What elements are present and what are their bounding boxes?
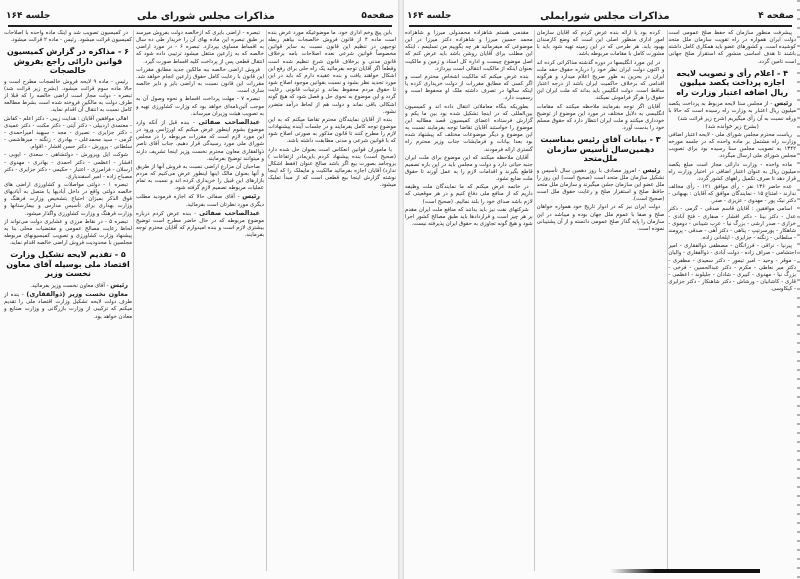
body-paragraph: شرکتهای نفت نیز باید بدانند که منافع ملت ایران مقدم بر هر چیز است و قراردادها باید طبق مصالح کشور اجرا شود و هیچ گونه تجاوزی به حقوق ایران پذیرفته نیست. bbox=[404, 206, 533, 228]
body-paragraph: پیرنیا - نراقی - فرزانگان - مصطفی ذوالفقاری - امیر احتشامی - صراف زاده - دولت آبادی - ذوالفقاری - والیان - موقر - وحید - امیر تیمور - دکتر سعیدی - مظفری - دکتر میر نعاطی - مکرم - دکتر عبدالحسین - فرخی - بزرگ نیا - مهدوی - کبیری - شادان - جلیلوند - اعظمی - قاری - کاشانیان - ورشاش - دکتر شاهنکار - دکتر جزایری - کیکاوسی. bbox=[668, 243, 796, 293]
speaker-paragraph bbox=[136, 193, 264, 208]
session-label: جلسه ۱۶۴ bbox=[6, 11, 51, 21]
body-paragraph: تبصره ۱ - دولتی مواصلات و کشاورزی اراضی های خالصه دولتی واقع در داخل آبادیها یا متصل به آبادیهای فوق الذکر بمیزان احتیاج بتشخیص وزارت فرهنگ و وزارت بهداری برای تأسیس مدارس و بیمارستانها و وزارت فرهنگ و وزارت کشاورزی واگذار میشود. bbox=[4, 182, 132, 217]
page-title: مذاکرات مجلس شورایملی bbox=[540, 10, 670, 22]
page-title: مذاکرات مجلس شورای ملی bbox=[136, 10, 275, 22]
text-column bbox=[268, 30, 396, 575]
section-heading: ۵ - تقدیم لایحه تشکیل وزارت اقتصاد ملی بوسیله آقای معاون نخست وزیر bbox=[6, 250, 130, 279]
left-page-columns bbox=[4, 30, 396, 575]
text-column bbox=[537, 30, 665, 575]
column-divider bbox=[534, 30, 535, 571]
text-column bbox=[668, 30, 796, 575]
speaker-paragraph bbox=[4, 282, 132, 290]
speaker-paragraph bbox=[4, 291, 132, 321]
speech-text: - امروز مصادف با روز دهمین سال تأسیس و تشکیل سازمان ملل متحد است (صحیح است) این روز را ملل عضو این سازمان جشن میگیرند و سازمان ملل متحد حافظ صلح و استقرار صلح و رعایت حقوق ملل است (صحیح است). bbox=[536, 167, 665, 203]
body-paragraph: ریاست محترم مجلس شورای ملی - لایحه اعتبار اضافی وزارت راه مشتمل بر ماده واحده که در جلسه مورخه ۱۳۴۲ به تصویب مجلس سنا رسیده بود برای تصویب مجلس شورای ملی ارسال میگردد. bbox=[668, 131, 796, 160]
speech-text: - بنده از طرف دولت لایحه تشکیل وزارت اقتصاد ملی را تقدیم میکنم که ترکیبی از وزارت بازرگانی و وزارت صنایع و معادن خواهد بود. bbox=[4, 292, 132, 320]
right-page-columns bbox=[405, 30, 796, 575]
print-mark bbox=[610, 569, 760, 573]
speaker-name: رئیس bbox=[642, 165, 661, 174]
body-paragraph: کرده بود یا ارائه بنده عرض کردم که آقایان سازمان امور اداری منظور اصلی این است که وضع کارمندان بهبود یابد. هر طرحی که در این زمینه تهیه شود باید با مشورت کامل با مقامات مربوطه باشد. bbox=[536, 30, 665, 58]
column-divider bbox=[266, 30, 267, 571]
body-paragraph: فروش اراضی خالصه ببه مالکین جدید مطابق مقررات این قانون با رعایت کامل حقوق زارعین انجام خواهد شد. مقررات این قانون نسبت به اراضی بایر و دایر خالصه ساری است. bbox=[136, 66, 264, 95]
text-column bbox=[4, 30, 132, 575]
body-paragraph: با ماموران قوانین انعکاس است بعنوان حل شده دارد (صحیح است) بنده پیشنهاد کردم باین‌مادر ارتفاعات ) بروجامد بصورت بیع اگر باشد صالح عنوان (فقط اشکال ندارد) آقایان اجازه بفرمائید مالکیت و مایملک را که اینجا نوشته گزارش اینجا بیع قطعی است که از مبدأ تملیک میشود. bbox=[268, 146, 396, 189]
body-paragraph: دولت ایران نیز که در ادوار تاریخ خود همواره خواهان صلح و صفا با عموم ملل جهان بوده و میباشد در این سازمان را پایه گذار صلح عمومی دانسته و از آن پشتیبانی نموده است. bbox=[536, 204, 665, 232]
speech-text: - از مجلس سنا لایحه مربوط به پرداخت یکصد میلیون ریال اعتبار به وزارت راه رسیده است که حالا با ورقه نسبت به آن رأی میگیریم (شرح زیر قرائت شد) bbox=[668, 101, 796, 122]
header-rule bbox=[409, 25, 792, 27]
speech-text: - آقای صفائی حالا که اجازه فرمودید مطلب دیگری مورد نظرتان است بفرمائید. bbox=[136, 194, 264, 208]
body-paragraph: در این مورد انگلیسها در دوره گذشته مذاکراتی کرده اند و اکنون دولت ایران نظر خود را درباره حقوق حقه ملت ایران در بحرین به طور صریح اعلام میدارد و هرگونه اقدامی که برخلاف حاکمیت ایران باشد از درجه اعتبار ساقط است. دولت انگلیس باید بداند که ملت ایران این حقوق را هرگز فراموش نمیکند. bbox=[536, 59, 665, 102]
body-paragraph: تبصره ۷ - مهلت پرداخت اقساط و نحوه وصول آن به موجب آئین‌نامه‌ای خواهد بود که وزارت کشاورزی تهیه و به تصویب هیئت وزیران میرساند. bbox=[136, 96, 264, 117]
text-column bbox=[405, 30, 533, 575]
section-heading: ۳ - بیانات آقای رئیس بمناسبت دهمین‌سال تأسیس سازمان ملل‌متحد bbox=[540, 135, 661, 164]
left-page-header bbox=[6, 8, 394, 24]
speaker-name: رئیس bbox=[110, 280, 128, 289]
column-divider bbox=[133, 30, 134, 571]
body-paragraph: اسامی موافقین : آقایان قاسم صدقی - گرمی - دکتر عدل - دکتر بینا - دکتر افشار - صفاری - فتح آبادی - خرازی - صدر ارشی - بزرگ نیا - عرب شیبانی - دوموی - شاهکار - پورسرتیپ - پناهی - دکتر آهی - صدقی - پرومند - سلطانی - زنگنه - جزایری - ایلخانی زاده. bbox=[668, 206, 796, 242]
speaker-name: رئیس bbox=[242, 192, 260, 201]
right-page-header bbox=[407, 8, 794, 24]
session-label: جلسه ۱۶۴ bbox=[407, 11, 452, 21]
speaker-name: معاون نخست وزیر (ذوالفقاری) bbox=[26, 290, 129, 299]
body-paragraph: عده حاضر ۱۳۶ نفر - رأی موافق ۱۲۱ - رأی مخالف ندارند - امتناع ۱۵ - نمایندگان موافق که آقایان : بهبهانی - دکتر نیک پور - مهدوی - عزیزی - صدر. bbox=[668, 184, 796, 205]
speaker-name: عبدالصاحب صفائی bbox=[199, 208, 260, 217]
speech-text: - بنده عرض کردم درباره موضوع مربوطه که در حال حاضر مطرح است توضیح بیشتری لازم است و بنده امیدوارم که آقایان محترم توجه بفرمایند. bbox=[136, 210, 264, 239]
page-label: صفحه ۴ bbox=[758, 11, 794, 21]
body-paragraph: آقایان ملاحظه میکنند که این موضوع برای ملت ایران جنبه حیاتی دارد و دولت و مجلس باید در این باره تصمیم قاطع بگیرند و اقدامات لازم را به عمل آورند تا حقوق ملت ضایع نشود. bbox=[404, 154, 533, 183]
section-heading: ۴ - اعلام رأی و تصویب لایحه اجازه پرداخت یکصد میلیون ریال اضافه اعتبار وزارت راه bbox=[676, 68, 788, 97]
speaker-paragraph bbox=[668, 100, 796, 122]
body-paragraph: ماده واحده - وزارت دارائی مجاز است مبلغ یکصد میلیون ریال به عنوان اعتبار اضافی در اختیار وزارت راه قرار دهد تا صرف تکمیل راههای کشور گردد. bbox=[668, 161, 796, 182]
speaker-name: رئیس bbox=[774, 99, 793, 108]
body-paragraph: بنده از آقایان نمایندگان محترم تقاضا میکنم که به این موضوع توجه کامل بفرمایند و در جلسات آینده پیشنهادات لازم را مطرح کنند تا قانون مذکور به صورتی اصلاح شود که با قوانین شرعی و مدنی مطابقت داشته باشد. bbox=[268, 116, 396, 145]
body-paragraph: رئیس - ماده ۹ لایحه فروش خالصجات مطرح است و حالا ماده سوم قرائت میشود. (بشرح زیر قرائت شد) تبصره - دولت مجاز است اراضی خالصه را که قبلا از طرف دولت به مالکین فروخته شده است بشرط مطالعه کامل نسبت به انتقال آن اقدام نماید. bbox=[4, 78, 132, 114]
speaker-paragraph bbox=[136, 210, 264, 240]
speech-text: - آقای معاون نخست وزیر بفرمائید. bbox=[30, 282, 109, 289]
section-heading: ۶ - مذاکره در گزارش کمیسیون قوانین دارائی راجع بفروش خالصجات bbox=[6, 47, 130, 76]
body-paragraph: بنده عرض میکنم که مالکیت اشخاص محترم است و اگر کسی که مطابق مقررات از دولت خریداری کرده یا اینکه سالها در تصرف داشته ملک او محفوظ است و رسمیت دارد. bbox=[404, 73, 533, 102]
body-paragraph: شوکت ایل وپرورش - دولتشاهی - سعدی - ایوبی - افشار - اعظمی - دکتر احمدی - بهادری - مهدوی - ارسلان - فرامرزی - اعتبار - حکیمی - دکتر جزایری - دکتر مصباح زاده - امیر اسفندیاری. bbox=[4, 152, 132, 180]
binding-gutter bbox=[398, 0, 404, 579]
body-paragraph: تبصره - اراضی بایری که ازخالصه دولت بفروش میرسد بر طبق تبصره این ماده بهای آن را خریدار طی ده سال به اقساط مساوی بپردازد. تبصره ۶ - در مورد اراضی خالصه که به زارعین منتقل میشود ترتیبی داده شود که انتقال قطعی پس از پرداخت کلیه اقساط صورت گیرد. bbox=[136, 30, 264, 65]
body-paragraph: آقایان اگر توجه بفرمایند ملاحظه میکنند که مقامات انگلیسی به دلایل مختلف در مورد این موضوع از توضیح خودداری میکنند و ملت ایران انتظار دارد که حقوق مسلم خود را بدست آورد. bbox=[536, 103, 665, 132]
right-page bbox=[400, 0, 800, 579]
page-label: صفحه۵ bbox=[361, 11, 394, 21]
column-divider bbox=[667, 30, 668, 571]
text-column bbox=[136, 30, 264, 575]
speech-text: - بنده قبل از آنکه وارد موضوع بشوم اینطور عرض میکنم که اورژانس ورود در این مورد لازم است که مقررات مربوطه را در مجلس شورای ملی مورد رسیدگی قرار دهیم. جناب آقای ناصر ذوالفقاری معاون محترم نخست وزیر اینجا تشریف دارند و میتوانند توضیح بفرمایند. bbox=[136, 119, 264, 162]
speaker-paragraph bbox=[136, 119, 264, 163]
body-paragraph: اهالی موافقین آقایان : هدایت زیبی - دکتر اعلم - کفاش - معتمدی اردبیلی - دکتر آیتی - دکتر مکنت - دکتر عمیدی - دکتر جزایری - نصیری - مجد - سپهبد امیراحمدی - گرمی - سید محمدعلی - بهادری - زنگنه - میرهاشمی - سلطانی - پرورش - دکتر حسن افشار - اقوام. bbox=[4, 115, 132, 151]
speaker-paragraph bbox=[537, 167, 665, 204]
body-paragraph: پیشرفت منظور سازمان که حفظ صلح عمومی است دولت ایران همواره در راه تقویت سازمان ملل متحد کوشیده است. و کشورهای عضو باید همکاری کامل داشته باشند تا هدف اساسی منشور که استقرار صلح جهانی است تامین گردد. bbox=[668, 30, 796, 65]
speaker-name: عبدالصاحب صفائی bbox=[198, 117, 260, 126]
body-paragraph: صاحبان آن مزارع اراضی نسبت به فروش آنها از طریق و آنها بعنوان مالک اینها اینطور عرض می‌کنیم که مردم بازارهای این قبیل را خریداری کرده اند و نسبت به تمام عملیات مربوطه تصمیم لازم گرفته شود. bbox=[136, 163, 264, 192]
body-paragraph: در خاتمه عرض میکنم که ما نمایندگان ملت وظیفه داریم که از منافع ملی دفاع کنیم و در هر موقعیتی که لازم باشد صدای خود را بلند نمائیم. (صحیح است) bbox=[404, 184, 533, 205]
body-paragraph: در کمیسیون تصویب شد و اینک ماده واحده با اصلاحات کمیسیون قرائت میشود. رئیس - ماده ۲ قرائت میشود. bbox=[4, 30, 132, 44]
body-paragraph: بطوریکه بنگاه معاملاتی انتقال داده اند و کمیسیون بین‌المللی که در اینجا تشکیل شده بود بین ما یکم و گزارش فرستاده اعضای کمیسیون قصد مطالبه این موضوع را خواستند آقایان تقاضا توجه بفرمایند نسبت به این موضوع و دیگر موضوعات مختلف که پیشنهاد شده بود بعدا بیانات و فرمایشات جناب وزیر محترم راه گستری ارائه فرمودند. bbox=[404, 103, 533, 153]
header-rule bbox=[8, 25, 392, 27]
body-paragraph: باین پیچ وخم اداری خود. ما موضوعیکه مورد عرض بنده است ماده ۴ از قانون فروش خالصجات بیاهم ربطه توجیهی در تنظیم این قانون نسبت به سایر قوانین مخصوصاً قوانین شرعی نعده اصلاحات بامه برخلاف قانون مدنی و برخلاف قانون شرع تنظیم شده است وقطعاً اگر آقایان توجه بفرمائید یک راه حلی برای رفع این اشکال خواهند یافت و بنده عقیده دارم که باید در این مورد تجدید نظر بشود و نسبت بقوانین موجود اصلاح شود تا حقوق مردم محفوظ بماند و ترتیبات قانونی رعایت گردد و این موضوع به نحوی حل و فصل شود که هیچ گونه اشکالی باقی نماند و دولت هم از لحاظ درآمد متضرر نشود. bbox=[268, 30, 396, 115]
body-paragraph: تبصره ۵ - در نقاط مرزی و عشایری دولت می‌تواند از لحاظ رعایت مصالح عمومی و مقتضیات محلی بنا به پیشنهاد وزارت کشاورزی و تصویب کمیسیونهای مربوطه مجلسین با محدودیت فروش اراضی خالصه اقدام نماید. bbox=[4, 218, 132, 247]
body-paragraph: مقدمی هستم شاهزاده محمدولی میرزا و شاهزاده محمد حسین میرزا و شاهزاده دکتر میرزا در این موضوعی که میفرمائید هر چه بگوییم من تسلیمم ، اینکه این مطلب برای آقایان روشن باشد باید عرض کنم که اصل موضوع چیست و اداره کل اسناد و زمین و مالکیت بعنوان اینکه از مالکیت انتقالی است بپردازد. bbox=[404, 30, 533, 72]
parenthetical-note: (بشرح زیر خوانده شد) bbox=[705, 123, 759, 130]
